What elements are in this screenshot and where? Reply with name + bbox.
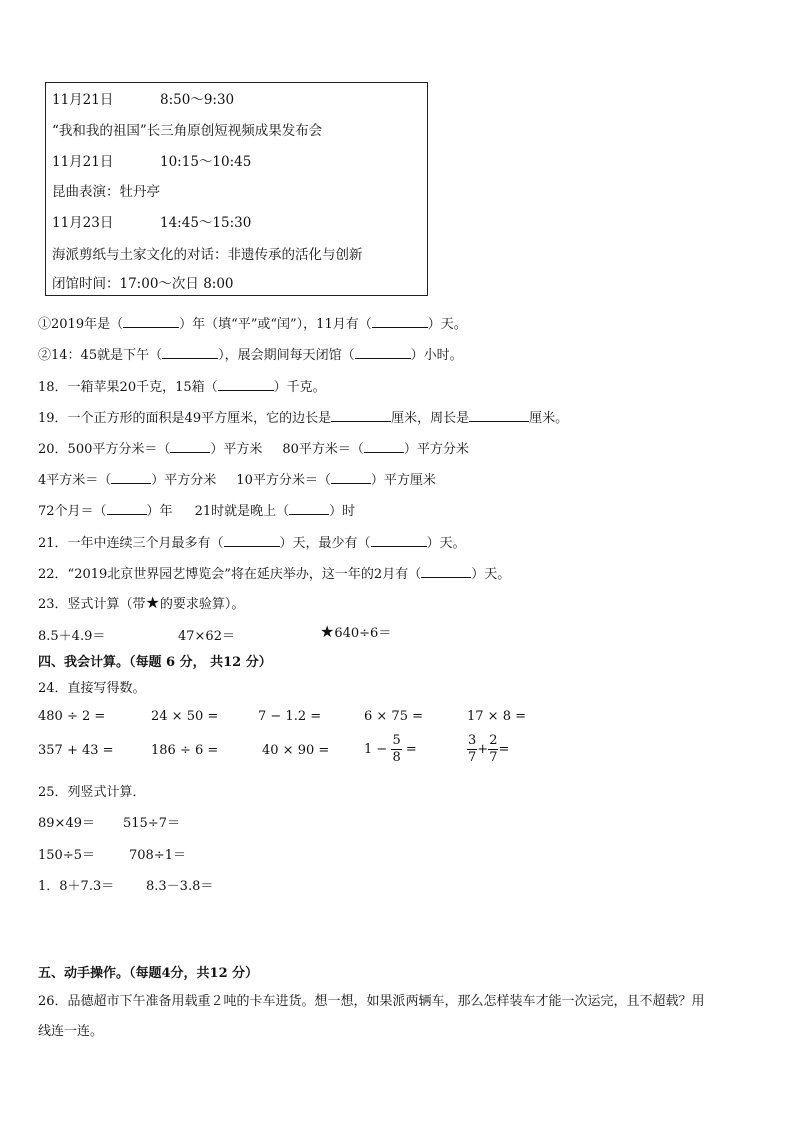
schedule-date: 11月21日 (52, 92, 114, 108)
column-calc: 708÷1＝ (129, 848, 186, 863)
mental-calc: 7 − 1.2 = (258, 709, 322, 724)
answer-blank[interactable] (355, 346, 411, 359)
answer-blank[interactable] (218, 378, 274, 391)
schedule-time: 10:15～10:45 (160, 154, 252, 170)
answer-blank[interactable] (372, 315, 428, 328)
vertical-calc-1: 8.5＋4.9＝ (38, 629, 106, 644)
question-24: 24．直接写得数。 (38, 681, 146, 696)
mental-calc: 186 ÷ 6 = (151, 743, 219, 758)
section-5-heading: 五、动手操作。（每题4分，共12 分） (38, 966, 259, 981)
schedule-row-1 (52, 88, 235, 108)
column-calc: 150÷5＝ (38, 848, 95, 863)
question-25: 25．列竖式计算． (38, 785, 146, 800)
schedule-time: 8:50～9:30 (160, 92, 235, 108)
question-18: 18．一箱苹果20千克，15箱（ ）千克。 (38, 380, 326, 395)
column-calc: 8.3－3.8＝ (146, 879, 214, 894)
answer-blank[interactable] (170, 440, 210, 453)
fraction: $\frac{2}{7}$ (489, 733, 498, 765)
answer-blank[interactable] (331, 409, 391, 422)
schedule-time: 14:45～15:30 (160, 215, 252, 231)
answer-blank[interactable] (331, 471, 371, 484)
fraction-calc-2: $\frac{3}{7}$ + $\frac{2}{7}$ = (468, 733, 510, 765)
mental-calc: 17 × 8 = (467, 709, 526, 724)
answer-blank[interactable] (364, 440, 404, 453)
question-26-line-1: 26．品德超市下午准备用载重２吨的卡车进货。想一想，如果派两辆车，那么怎样装车才能一次运完，且不超载？用 (38, 994, 705, 1009)
question-26-line-2: 线连一连。 (38, 1024, 104, 1039)
mental-calc: 6 × 75 = (364, 709, 423, 724)
closing-time: 闭馆时间：17:00～次日 8:00 (52, 276, 234, 292)
question-20c: 72个月＝（ ）年 21时就是晚上（ ）时 (38, 504, 356, 519)
mental-calc: 40 × 90 = (262, 743, 330, 758)
fraction: $\frac{5}{8}$ (392, 733, 401, 765)
fraction: $\frac{3}{7}$ (468, 733, 477, 765)
schedule-row-3 (52, 211, 252, 231)
mental-calc: 357 + 43 = (38, 743, 114, 758)
column-calc: 1．8＋7.3＝ (38, 879, 115, 894)
question-21: 21．一年中连续三个月最多有（ ）天，最少有（ ）天。 (38, 536, 466, 551)
section-4-heading: 四、我会计算。（每题 6 分， 共12 分） (38, 655, 272, 670)
answer-blank[interactable] (371, 534, 427, 547)
answer-blank[interactable] (224, 534, 280, 547)
mental-calc: 480 ÷ 2 = (38, 709, 106, 724)
answer-blank[interactable] (421, 565, 471, 578)
fraction-calc-1: 1 − $\frac{5}{8}$ = (364, 733, 417, 765)
column-calc: 89×49＝ (38, 816, 95, 831)
question-23: 23．竖式计算（带★的要求验算）。 (38, 593, 245, 612)
answer-blank[interactable] (289, 502, 329, 515)
question-17b: ②14：45就是下午（ ），展会期间每天闭馆（ ）小时。 (38, 348, 463, 363)
schedule-event-1: “我和我的祖国”长三角原创短视频成果发布会 (52, 123, 323, 139)
question-17a: ①2019年是（ ）年（填“平”或“闰”），11月有（ ）天。 (38, 317, 467, 332)
question-20b: 4平方米＝（ ）平方分米 10平方分米＝（ ）平方厘米 (38, 473, 436, 488)
question-19: 19．一个正方形的面积是49平方厘米，它的边长是 厘米，周长是 厘米。 (38, 411, 569, 426)
answer-blank[interactable] (469, 409, 529, 422)
question-20a: 20．500平方分米＝（ ）平方米 80平方米＝（ ）平方分米 (38, 442, 469, 457)
question-22: 22．“2019北京世界园艺博览会”将在延庆举办，这一年的2月有（ ）天。 (38, 567, 511, 582)
answer-blank[interactable] (107, 502, 147, 515)
vertical-calc-3: ★640÷6＝ (320, 622, 392, 641)
schedule-row-2 (52, 150, 252, 170)
answer-blank[interactable] (111, 471, 151, 484)
schedule-event-3: 海派剪纸与土家文化的对话：非遗传承的活化与创新 (52, 247, 363, 263)
answer-blank[interactable] (123, 315, 179, 328)
schedule-date: 11月23日 (52, 215, 114, 231)
mental-calc: 24 × 50 = (151, 709, 219, 724)
star-icon: ★ (320, 622, 335, 641)
column-calc: 515÷7＝ (123, 816, 180, 831)
vertical-calc-2: 47×62＝ (178, 629, 235, 644)
answer-blank[interactable] (162, 346, 218, 359)
star-icon: ★ (145, 593, 160, 612)
schedule-date: 11月21日 (52, 154, 114, 170)
schedule-event-2: 昆曲表演：牡丹亭 (52, 184, 160, 200)
